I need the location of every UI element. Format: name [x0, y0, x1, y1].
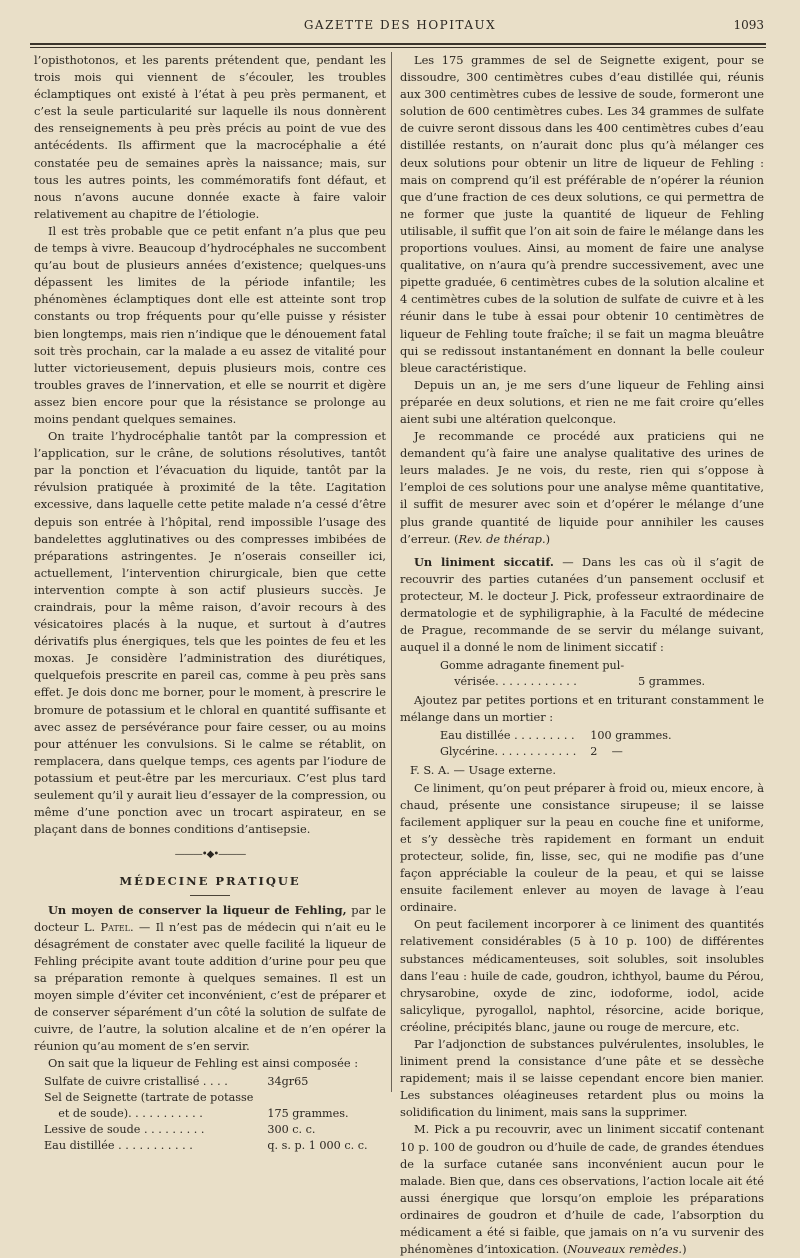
ingredient-name: vérisée. . . . . . . . . . . . [440, 675, 577, 689]
recipe-row [44, 1090, 372, 1106]
ingredient-qty: 300 c. c. [267, 1123, 316, 1137]
article-author: L. Patel [83, 919, 130, 934]
liniment-recipe-2 [440, 728, 676, 760]
recommend-text: Je recommande ce procédé aux praticiens qui ne demandent qu’à faire une analyse qualitative des urines de leurs malades. Je ne vois, du reste, rien qui s’oppose à l’emploi de ces solutions pour une analyse même quantitative, il suffit de mesurer avec soin et d’opérer le mélange d’une plus grande quantité de liquide pour annihiler les causes d’erreur. ( [400, 429, 764, 546]
citation-close: ) [682, 1242, 687, 1257]
recipe-row [440, 744, 676, 760]
article-text: — Dans les cas où il s’agit de recouvrir des parties cutanées d’un pansement occlusif et protecteur, M. le docteur J. Pick, professeur extraordinaire de dermatologie et de syphiligraphie, à la Faculté de médecine de Prague, recommande de se servir du mélange suivant, auquel il a donné le nom de liniment siccatif : [400, 554, 764, 655]
liniment-article [400, 554, 764, 657]
paragraph: Ce liniment, qu’on peut préparer à froid ou, mieux encore, à chaud, présente une consistance sirupeuse; il se laisse facilement appliquer sur la peau en couche fine et uniforme, et s’y dessèche très rapidement en formant un enduit protecteur, solide, fin, lisse, sec, qui ne modifie pas d’une façon appréciable la couleur de la peau, et qui se laisse ensuite facilement enlever au moyen de lavage à l’eau ordinaire. [400, 780, 764, 915]
paragraph: On traite l’hydrocéphalie tantôt par la compression et l’application, sur le crâne, de solutions résolutives, tantôt par la ponction et l’évacuation du liquide, tantôt par la révulsion pratiquée à proximité de la tête. L’agitation excessive, dans laquelle cette petite malade n’a cessé d’être depuis son entrée à l’hôpital, rend impossible l’usage des bandelettes agglutinatives ou des compresses imbibées de préparations astringentes. Je n’oserais conseiller ici, actuellement, l’intervention chirurgicale, bien que cette intervention compte à son actif plusieurs succès. Je craindrais, pour la même raison, d’avoir recours à des vésicatoires placés à la nuque, et surtout à d’autres dérivatifs plus énergiques, tels que les pointes de feu et les moxas. Je considère l’administration des diurétiques, quelquefois prescrite en pareil cas, comme à peu près sans effet. Je dois donc me borner, pour le moment, à prescrire le bromure de potassium et le chloral en quantité suffisante et avec assez de persévérance pour faire cesser, ou au moins pour atténuer les convulsions. Si le calme se rétablit, on remplacera, dans quelque temps, ces agents par l’iodure de potassium et peut-être par les mercuriaux. C’est plus tard seulement qu’il y aurait lieu d’essayer de la compression, ou même d’une ponction avec un trocart aspirateur, en se plaçant dans de bonnes conditions d’antisepsie. [34, 429, 386, 837]
page-header [30, 12, 770, 36]
page-number: 1093 [733, 18, 764, 32]
fehling-article [34, 902, 386, 1056]
final-text: M. Pick a pu recouvrir, avec un liniment siccatif contenant 10 p. 100 de goudron ou d’huile de cade, de grandes étendues de la surface cutanée sans inconvénient aucun pour le malade. Bien que, dans ces observations, l’action locale ait été aussi énergique que lorsqu’on emploie les préparations ordinaires de goudron et d’huile de cade, l’absorption du médicament a été si faible, que jamais on n’a vu survenir des phénomènes d’intoxication. ( [400, 1122, 764, 1257]
recipe-row [440, 658, 709, 674]
liniment-recipe-1 [440, 658, 709, 690]
left-column [34, 52, 386, 1156]
paragraph: On peut facilement incorporer à ce liniment des quantités relativement considérables (5 à 10 p. 100) de différentes substances médicamenteuses, soit solubles, soit insolubles dans l’eau : huile de cade, goudron, ichthyol, baume du Pérou, chrysarobine, oxyde de zinc, iodoforme, iodol, acide salicylique, pyrogallol, naphtol, résorcine, acide borique, créoline, précipités blanc, jaune ou rouge de mercure, etc. [400, 917, 764, 1034]
ingredient-qty: 100 grammes. [590, 729, 672, 743]
column-divider [391, 52, 392, 1092]
article-title: Un moyen de conserver la liqueur de Fehling, [48, 902, 347, 917]
journal-title: GAZETTE DES HOPITAUX [303, 18, 497, 32]
source-citation: Rev. de thérap. [458, 531, 546, 546]
recipe-row [440, 728, 676, 744]
ingredient-name: Eau distillée . . . . . . . . . . . [44, 1139, 193, 1153]
right-column [400, 52, 764, 1258]
ingredient-name: Lessive de soude . . . . . . . . . [44, 1123, 205, 1137]
article-title: Un liniment siccatif. [414, 554, 554, 569]
fehling-recipe [44, 1074, 372, 1154]
ingredient-name: et de soude). . . . . . . . . . . [44, 1107, 203, 1121]
recipe-row [44, 1106, 372, 1122]
recipe-row [44, 1074, 372, 1090]
recipe-row [440, 674, 709, 690]
recipe-row [44, 1138, 372, 1154]
mix-instructions: Ajoutez par petites portions et en triturant constamment le mélange dans un mortier : [400, 693, 764, 725]
recommend-paragraph [400, 428, 764, 548]
ingredient-qty: 5 grammes. [638, 675, 706, 689]
citation-close: ) [545, 531, 551, 546]
paragraph: l’opisthotonos, et les parents prétendent que, pendant les trois mois qui viennent de s’écouler, les troubles éclamptiques ont existé à l’état à peu près permanent, et c’est la seule particularité sur laquelle ils nous donnèrent des renseignements à peu près précis au point de vue des antécédents. Ils affirment que la macrocéphalie a été constatée peu de semaines après la naissance; mais, sur tous les autres points, les commémoratifs font défaut, et nous n’avons aucune donnée exacte à faire valoir relativement au chapitre de l’étiologie. [34, 53, 386, 221]
source-citation: Nouveaux remèdes. [567, 1242, 683, 1257]
ingredient-qty: 2 — [590, 745, 623, 759]
ingredient-qty [628, 658, 709, 674]
section-rule [190, 895, 230, 896]
final-paragraph [400, 1121, 764, 1258]
usage-note: F. S. A. — Usage externe. [410, 763, 557, 778]
recipe-row [44, 1122, 372, 1138]
paragraph: Il est très probable que ce petit enfant n’a plus que peu de temps à vivre. Beaucoup d’hydrocéphales ne succombent qu’au bout de plusieurs années d’existence; quelques-uns dépassent les limites de la période infantile; les phénomènes éclamptiques dont elle est atteinte sont trop constants ou trop fréquents pour qu’elle puisse y résister bien longtemps, mais rien n’indique que le dénouement fatal soit très prochain, car la malade a eu assez de vitalité pour lutter victorieusement, depuis plusieurs mois, contre ces troubles graves de l’innervation, et elle se nourrit et digère assez bien encore pour que la résistance se prolonge au moins pendant quelques semaines. [34, 223, 386, 426]
section-ornament: ———•◆•——— [174, 849, 246, 861]
paragraph: Depuis un an, je me sers d’une liqueur de Fehling ainsi préparée en deux solutions, et rien ne me fait croire qu’elles aient subi une altération quelconque. [400, 377, 764, 426]
article-text: . — Il n’est pas de médecin qui n’ait eu le désagrément de constater avec quelle facilité la liqueur de Fehling précipite avant toute addition d’urine pour peu que sa préparation remonte à quelques semaines. Il est un moyen simple d’éviter cet inconvénient, c’est de préparer et de conserver séparément d’un côté la solution de sulfate de cuivre, de l’autre, la solution alcaline et de n’en opérer la réunion qu’au moment de s’en servir. [34, 919, 386, 1054]
paragraph: Par l’adjonction de substances pulvérulentes, insolubles, le liniment prend la consistance d’une pâte et se dessèche rapidement; mais il se laisse cependant encore bien manier. Les substances oléagineuses retardent plus ou moins la solidification du liniment, mais sans la supprimer. [400, 1036, 764, 1120]
ingredient-qty: 34gr65 [267, 1075, 309, 1089]
header-rule [30, 43, 766, 48]
ingredient-name: Sulfate de cuivre cristallisé . . . . [44, 1075, 228, 1089]
article-intro: par le docteur [34, 902, 386, 934]
ingredient-name: Sel de Seignette (tartrate de potasse [44, 1091, 254, 1105]
paragraph: Les 175 grammes de sel de Seignette exigent, pour se dissoudre, 300 centimètres cubes d’eau distillée qui, réunis aux 300 centimètres cubes de lessive de soude, formeront une solution de 600 centimètres cubes. Les 34 grammes de sulfate de cuivre seront dissous dans les 400 centimètres cubes d’eau distillée restants, on n’aurait donc plus qu’à mélanger ces deux solutions pour obtenir un litre de liqueur de Fehling : mais on comprend qu’il est préférable de n’opérer la réunion que d’une fraction de ces deux solutions, ce qui permettra de ne former que juste la quantité de liqueur de Fehling utilisable, il suffit que l’on ait soin de faire le mélange dans les proportions voulues. Ainsi, au moment de faire une analyse qualitative, on n’aura qu’à prendre successivement, avec une pipette graduée, 6 centimètres cubes de la solution alcaline et 4 centimètres cubes de la solution de sulfate de cuivre et à les réunir dans le tube à essai pour obtenir 10 centimètres de liqueur de Fehling toute fraîche; il se fait un magma bleuâtre qui se redissout instantanément en donnant la belle couleur bleue caractéristique. [400, 53, 764, 375]
ingredient-name: Glycérine. . . . . . . . . . . . [440, 745, 577, 759]
ingredient-qty: 175 grammes. [267, 1107, 349, 1121]
ingredient-qty: q. s. p. 1 000 c. c. [267, 1139, 368, 1153]
section-title: MÉDECINE PRATIQUE [119, 874, 301, 889]
ingredient-name: Eau distillée . . . . . . . . . [440, 729, 575, 743]
ingredient-qty [257, 1090, 371, 1106]
composition-intro: On sait que la liqueur de Fehling est ainsi composée : [48, 1056, 359, 1071]
ingredient-name: Gomme adragante finement pul- [440, 659, 625, 673]
